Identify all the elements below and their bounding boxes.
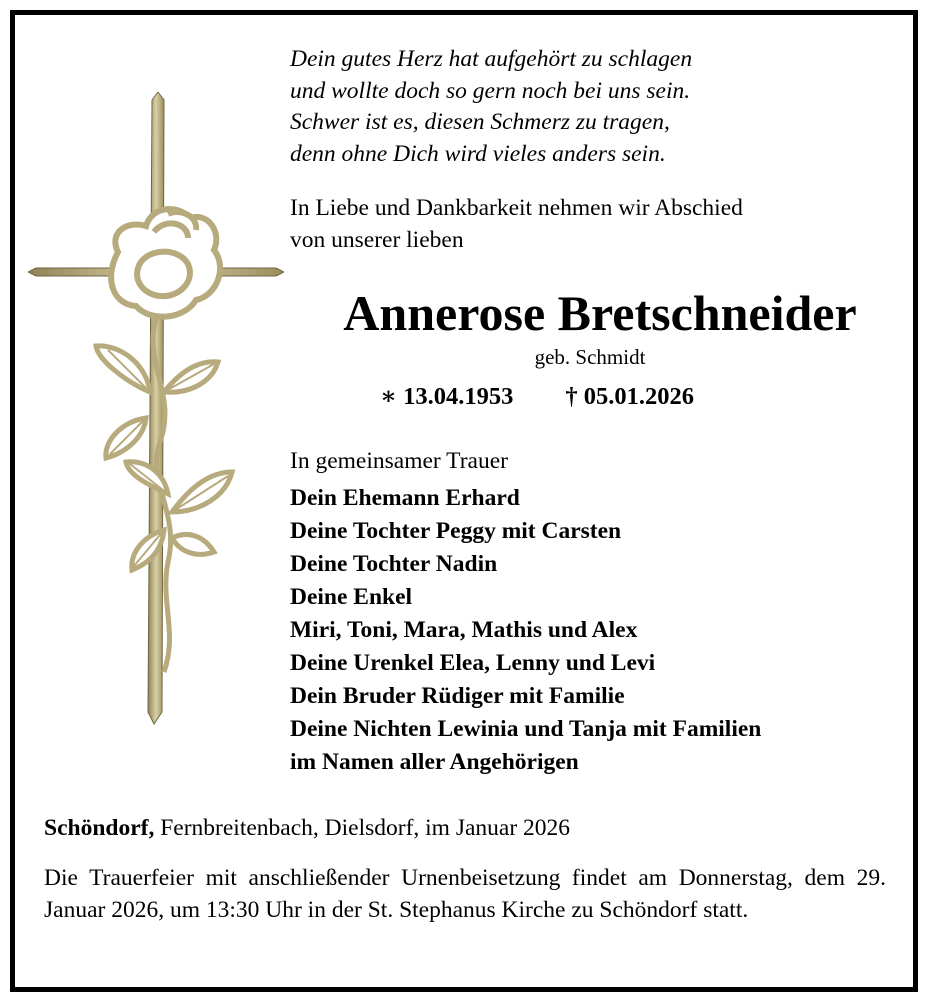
birth-date: 13.04.1953 [403,383,514,410]
deceased-name: Annerose Bretschneider [343,285,857,341]
mourner-line: Dein Ehemann Erhard [290,485,520,511]
poem-line: und wollte doch so gern noch bei uns sein. [290,77,691,104]
memorial-poem [290,44,692,170]
maiden-name: geb. Schmidt [534,345,646,369]
mourner-line: im Namen aller Angehörigen [290,749,579,775]
intro-line: von unserer lieben [290,226,464,253]
mourner-line: Deine Tochter Peggy mit Carsten [290,518,622,544]
birth-date-group [380,380,513,414]
place-rest: Fernbreitenbach, Dielsdorf, im Januar 2026 [160,815,571,841]
death-cross-icon: † [565,383,578,410]
place-and-date [44,812,570,844]
cross-with-rose-icon [28,92,284,726]
poem-line: Dein gutes Herz hat aufgehört zu schlagen [290,46,693,72]
mourning-label: In gemeinsamer Trauer [290,448,508,474]
mourners-list [290,482,761,779]
mourner-line: Dein Bruder Rüdiger mit Familie [290,683,625,709]
life-dates [380,380,694,414]
mourner-line: Deine Urenkel Elea, Lenny und Levi [290,650,656,676]
birth-asterisk-icon: ∗ [380,383,397,410]
poem-line: Schwer ist es, diesen Schmerz zu tragen, [290,109,670,135]
place-main: Schöndorf, [44,815,155,841]
mourner-line: Deine Nichten Lewinia und Tanja mit Familien [290,716,762,742]
farewell-intro [290,193,743,256]
death-date-group [565,380,694,414]
mourner-line: Deine Enkel [290,584,413,610]
ceremony-notice: Die Trauerfeier mit anschließender Urnenbeisetzung findet am Donnerstag, dem 29. Januar 2026, um 13:30 Uhr in der St. Stephanus Kirche zu Schöndorf statt. [44,865,886,923]
poem-line: denn ohne Dich wird vieles anders sein. [290,140,666,167]
death-date: 05.01.2026 [583,383,694,410]
intro-line: In Liebe und Dankbarkeit nehmen wir Abschied [290,195,743,221]
mourner-line: Miri, Toni, Mara, Mathis und Alex [290,617,638,643]
mourner-line: Deine Tochter Nadin [290,551,498,577]
